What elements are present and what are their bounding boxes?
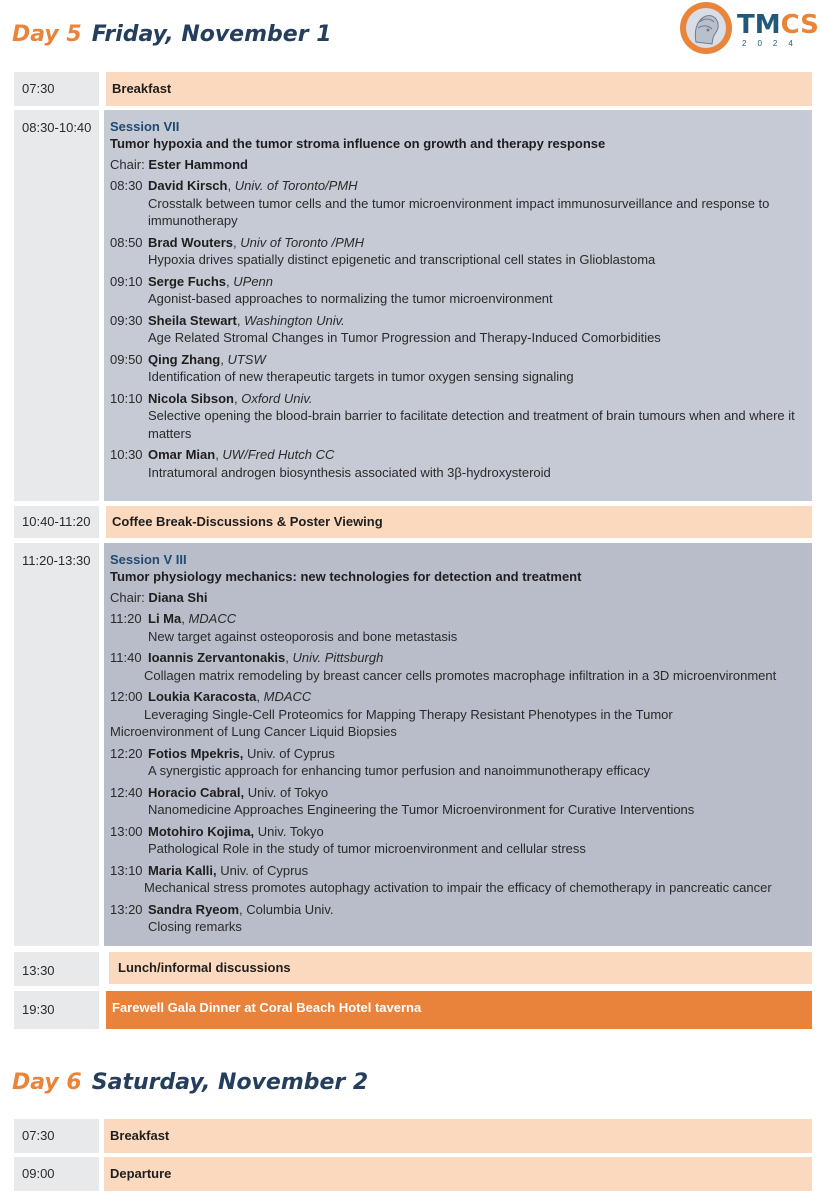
day-heading — [12, 22, 332, 47]
session-name: Session VII — [110, 119, 180, 134]
row-time: 13:30 — [14, 952, 99, 986]
session-name: Session V III — [110, 552, 187, 567]
logo-text: TMCS — [737, 10, 819, 40]
schedule-row-departure — [14, 1157, 812, 1191]
talk-item: 08:50 Brad Wouters, Univ of Toronto /PMH Hypoxia drives spatially distinct epigenetic and transcriptional cell states in Glioblastoma — [110, 234, 656, 267]
schedule-row-breakfast — [14, 1119, 812, 1153]
tmcs-logo — [680, 2, 820, 56]
session-title: Tumor physiology mechanics: new technologies for detection and treatment — [110, 569, 582, 584]
session-title: Tumor hypoxia and the tumor stroma influence on growth and therapy response — [110, 136, 606, 151]
talk-item: 11:40 Ioannis Zervantonakis, Univ. Pittsburgh Collagen matrix remodeling by breast cancer cells promotes macrophage infiltration in a 3D microenvironment — [110, 650, 777, 683]
day-date: Saturday, November 2 — [91, 1070, 369, 1095]
row-content — [106, 506, 812, 538]
day-date: Friday, November 1 — [91, 22, 332, 47]
talk-item: 08:30 David Kirsch, Univ. of Toronto/PMH Crosstalk between tumor cells and the tumor microenvironment impact immunosurveillance and response to immunotherapy — [110, 178, 770, 228]
talk-item: 12:40 Horacio Cabral, Univ. of Tokyo Nanomedicine Approaches Engineering the Tumor Microenvironment for Curative Interventions — [110, 784, 695, 817]
row-label: Departure — [110, 1166, 172, 1181]
row-content — [109, 952, 812, 984]
session-time: 08:30-10:40 — [14, 110, 99, 501]
row-label: Coffee Break-Discussions & Poster Viewing — [112, 514, 383, 529]
schedule-row-lunch — [14, 952, 812, 986]
row-content — [106, 991, 812, 1029]
row-content — [104, 1157, 812, 1191]
row-label: Breakfast — [110, 1128, 170, 1143]
row-label: Farewell Gala Dinner at Coral Beach Hotel taverna — [112, 1000, 422, 1015]
schedule-row-coffee — [14, 506, 812, 538]
session-chair: Chair: Diana Shi — [110, 590, 208, 605]
logo-emblem-icon — [680, 2, 732, 54]
talk-item: 09:10 Serge Fuchs, UPenn Agonist-based approaches to normalizing the tumor microenvironment — [110, 273, 553, 306]
row-label: Breakfast — [112, 81, 172, 96]
row-time: 07:30 — [14, 72, 99, 106]
talk-item: 12:00 Loukia Karacosta, MDACC Leveraging Single-Cell Proteomics for Mapping Therapy Resistant Phenotypes in the Tumor Microenvironment of Lung Cancer Liquid Biopsies — [110, 689, 673, 739]
schedule-row-breakfast — [14, 72, 812, 106]
schedule-row-gala — [14, 991, 812, 1029]
session-7 — [14, 110, 812, 501]
talk-item: 13:00 Motohiro Kojima, Univ. Tokyo Pathological Role in the study of tumor microenvironment and cellular stress — [110, 823, 586, 856]
day-number: Day 6 — [12, 1070, 82, 1095]
talk-item: 10:30 Omar Mian, UW/Fred Hutch CC Intratumoral androgen biosynthesis associated with 3β-hydroxysteroid — [110, 447, 551, 480]
talk-item: 12:20 Fotios Mpekris, Univ. of Cyprus A synergistic approach for enhancing tumor perfusion and nanoimmunotherapy efficacy — [110, 745, 650, 778]
day-heading — [12, 1070, 368, 1095]
talk-item: 13:20 Sandra Ryeom, Columbia Univ. Closing remarks — [110, 901, 334, 934]
session-8 — [14, 543, 812, 946]
row-time: 09:00 — [14, 1157, 99, 1191]
talk-item: 09:30 Sheila Stewart, Washington Univ. Age Related Stromal Changes in Tumor Progression and Therapy-Induced Comorbidities — [110, 312, 661, 345]
session-content — [104, 110, 812, 501]
session-time: 11:20-13:30 — [14, 543, 99, 946]
session-chair: Chair: Ester Hammond — [110, 157, 249, 172]
talk-item: 13:10 Maria Kalli, Univ. of Cyprus Mechanical stress promotes autophagy activation to impair the efficacy of chemotherapy in pancreatic cancer — [110, 862, 772, 895]
row-content — [106, 72, 812, 106]
talk-item: 11:20 Li Ma, MDACC New target against osteoporosis and bone metastasis — [110, 611, 458, 644]
day-number: Day 5 — [12, 22, 82, 47]
talk-item: 10:10 Nicola Sibson, Oxford Univ. Selective opening the blood-brain barrier to facilitate detection and treatment of brain tumours when and where it matters — [110, 390, 795, 441]
row-time: 07:30 — [14, 1119, 99, 1153]
row-label: Lunch/informal discussions — [118, 960, 291, 975]
row-time: 19:30 — [14, 991, 99, 1029]
row-content — [104, 1119, 812, 1153]
logo-year: 2024 — [742, 39, 804, 48]
talk-item: 09:50 Qing Zhang, UTSW Identification of new therapeutic targets in tumor oxygen sensing signaling — [110, 351, 574, 384]
row-time: 10:40-11:20 — [14, 506, 99, 538]
session-content — [104, 543, 812, 946]
